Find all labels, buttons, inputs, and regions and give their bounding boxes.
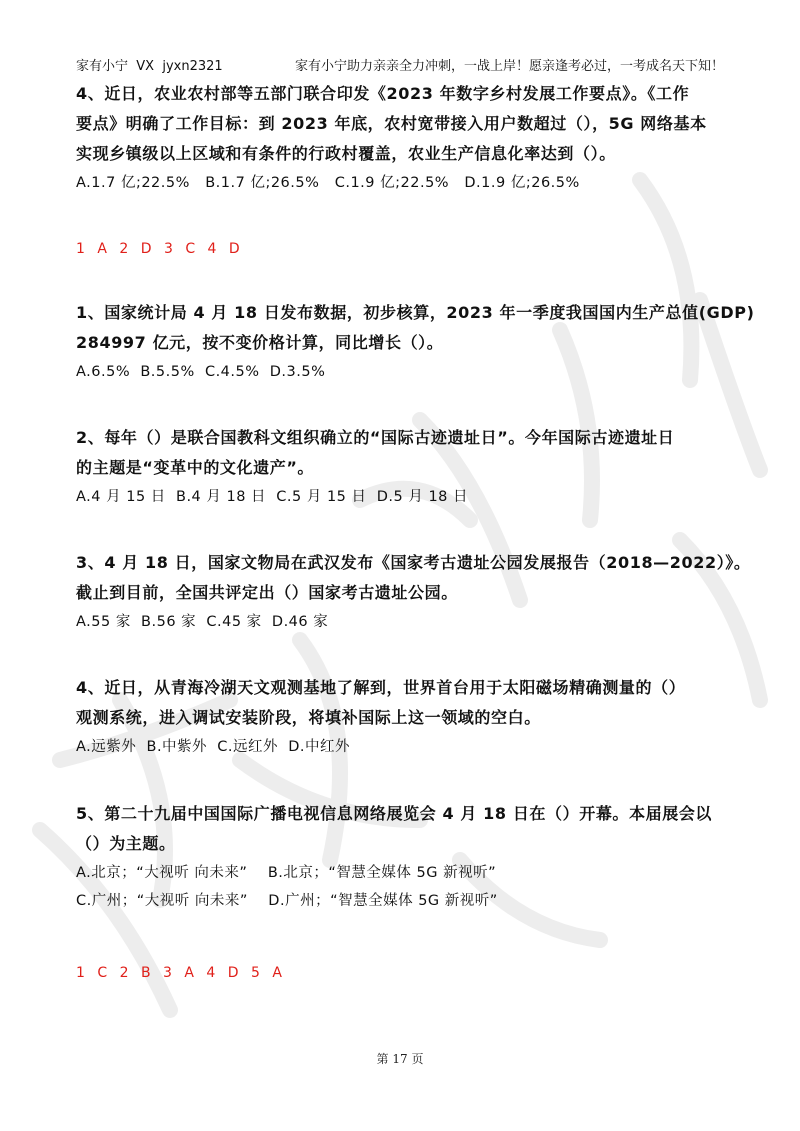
question-block-b2 [76,423,726,511]
header-left-text: 家有小宁 VX jyxn2321 [76,59,223,74]
question-line: 截止到目前，全国共评定出（）国家考古遗址公园。 [76,583,458,602]
answer-key-a: 1 A 2 D 3 C 4 D [76,241,244,257]
options-line: A.55 家 B.56 家 C.45 家 D.46 家 [76,614,329,630]
options-line: A.4 月 15 日 B.4 月 18 日 C.5 月 15 日 D.5 月 18 日 [76,489,469,505]
question-line: 实现乡镇级以上区域和有条件的行政村覆盖，农业生产信息化率达到（）。 [76,144,616,163]
question-line: 284997 亿元，按不变价格计算，同比增长（）。 [76,333,444,352]
question-line: 要点》明确了工作目标：到 2023 年底，农村宽带接入用户数超过（），5G 网络基本 [76,114,707,133]
question-block-b4 [76,673,726,761]
question-line: 1、国家统计局 4 月 18 日发布数据，初步核算，2023 年一季度我国国内生产总值(GDP) [76,303,755,322]
options-line: A.6.5% B.5.5% C.4.5% D.3.5% [76,364,326,380]
question-line: 3、4 月 18 日，国家文物局在武汉发布《国家考古遗址公园发展报告（2018—2022）》。 [76,553,751,572]
page-number: 第 17 页 [376,1052,424,1066]
question-line: 的主题是“变革中的文化遗产”。 [76,458,315,477]
header-right-text: 家有小宁助力亲亲全力冲刺，一战上岸！愿亲逢考必过，一考成名天下知！ [294,59,724,74]
question-line: 4、近日，农业农村部等五部门联合印发《2023 年数字乡村发展工作要点》。《工作 [76,84,690,103]
options-line: A.远紫外 B.中紫外 C.远红外 D.中红外 [76,739,350,755]
answer-key-b: 1 C 2 B 3 A 4 D 5 A [76,965,286,981]
question-block-a4 [76,79,726,197]
options-line: A.北京；“大视听 向未来” B.北京；“智慧全媒体 5G 新视听” [76,865,497,881]
question-line: 2、每年（）是联合国教科文组织确立的“国际古迹遗址日”。今年国际古迹遗址日 [76,428,675,447]
question-block-b1 [76,298,755,386]
question-line: 4、近日，从青海冷湖天文观测基地了解到，世界首台用于太阳磁场精确测量的（） [76,678,686,697]
question-block-b5 [76,799,726,915]
page-header [76,55,724,75]
question-line: （）为主题。 [76,834,176,853]
options-line: C.广州；“大视听 向未来” D.广州；“智慧全媒体 5G 新视听” [76,893,498,909]
options-line: A.1.7 亿;22.5% B.1.7 亿;26.5% C.1.9 亿;22.5% D.1.9 亿;26.5% [76,175,580,191]
question-line: 5、第二十九届中国国际广播电视信息网络展览会 4 月 18 日在（）开幕。本届展会以 [76,804,713,823]
question-block-b3 [76,548,751,636]
question-line: 观测系统，进入调试安装阶段，将填补国际上这一领域的空白。 [76,708,541,727]
